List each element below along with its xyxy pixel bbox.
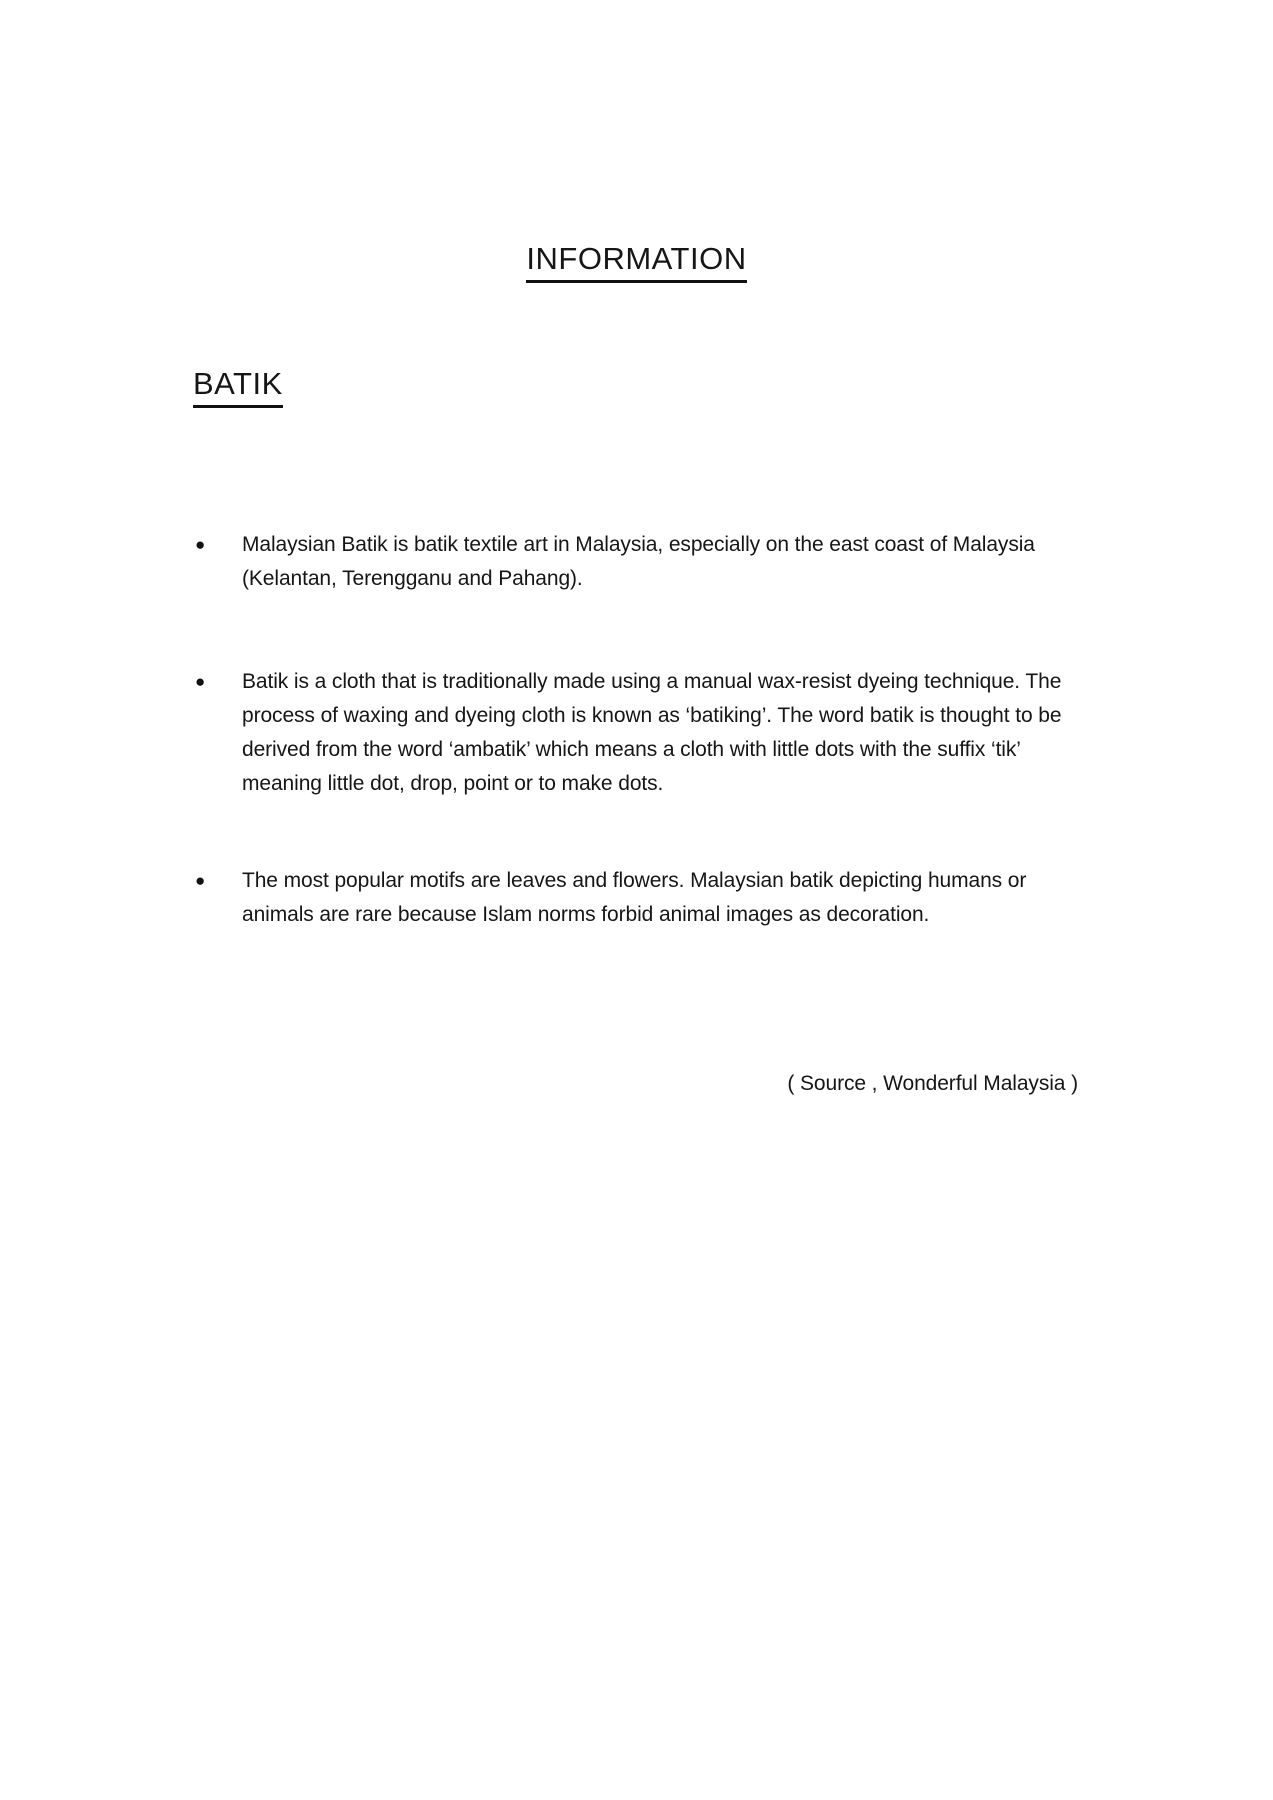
page-title	[0, 241, 1273, 283]
list-item-text: Batik is a cloth that is traditionally made using a manual wax-resist dyeing technique. The process of waxing and dyeing cloth is known as ‘batiking’. The word batik is thought to be derived from the word ‘ambatik’ which means a cloth with little dots with the suffix ‘tik’ meaning little dot, drop, point or to make dots.	[242, 670, 1062, 795]
list-item-text: The most popular motifs are leaves and flowers. Malaysian batik depicting humans or animals are rare because Islam norms forbid animal images as decoration.	[242, 869, 1027, 926]
bullet-icon: ●	[195, 871, 206, 890]
list-item	[195, 665, 1080, 801]
list-item-text: Malaysian Batik is batik textile art in Malaysia, especially on the east coast of Malaysia (Kelantan, Terengganu and Pahang).	[242, 533, 1035, 590]
list-item	[195, 528, 1080, 596]
source-attribution: ( Source , Wonderful Malaysia )	[787, 1072, 1078, 1095]
list-item	[195, 864, 1080, 932]
page-title-text: INFORMATION	[526, 241, 746, 283]
bullet-icon: ●	[195, 535, 206, 554]
bullet-list	[195, 528, 1080, 932]
bullet-icon: ●	[195, 672, 206, 691]
section-heading-batik	[193, 366, 283, 408]
section-heading-text: BATIK	[193, 366, 283, 408]
